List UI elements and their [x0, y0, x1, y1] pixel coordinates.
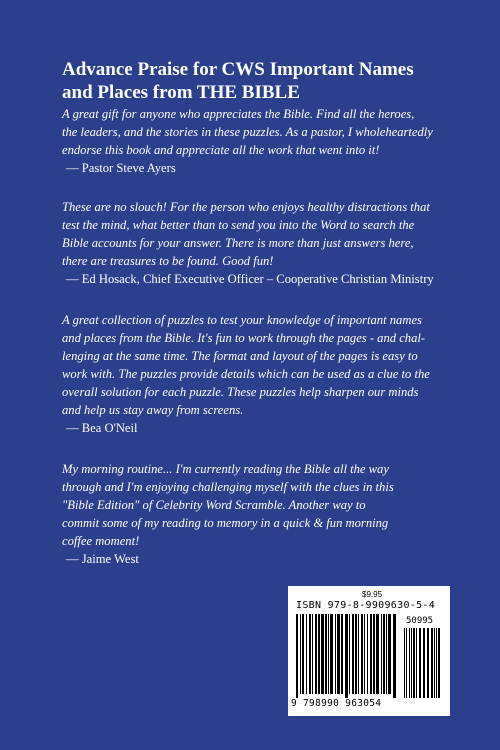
praise-heading-line1: Advance Praise for CWS Important Names	[62, 59, 414, 80]
ean-digits: 9 798990 963054	[291, 698, 382, 709]
testimonial-line: through and I'm enjoying challenging myself with the clues in this	[62, 480, 394, 494]
barcode-bar	[386, 614, 387, 694]
barcode-addon-bar	[436, 628, 437, 698]
barcode-bar	[306, 614, 307, 694]
barcode-graphic	[296, 614, 444, 698]
barcode-bar	[376, 614, 379, 694]
barcode-addon-bar	[423, 628, 425, 698]
barcode-bar	[318, 614, 320, 694]
barcode-addon-bar	[427, 628, 429, 698]
barcode-addon-bar	[409, 628, 410, 698]
isbn-barcode-block	[288, 586, 450, 716]
praise-heading-line2: and Places from THE BIBLE	[62, 82, 300, 103]
barcode-bar	[341, 614, 343, 694]
barcode-bar	[388, 614, 391, 694]
testimonial-line: A great collection of puzzles to test your knowledge of important names	[62, 313, 422, 327]
testimonial-line: A great gift for anyone who appreciates the Bible. Find all the heroes,	[62, 107, 415, 121]
barcode-bar	[296, 614, 298, 698]
testimonial-line: lenging at the same time. The format and layout of the pages is easy to	[62, 349, 418, 363]
barcode-bar	[393, 614, 396, 698]
testimonial-line: test the mind, what better than to send you into the Word to search the	[62, 218, 415, 232]
barcode-bar	[302, 614, 304, 694]
barcode-bar	[330, 614, 333, 694]
testimonial-line: overall solution for each puzzle. These puzzles help sharpen our minds	[62, 385, 419, 399]
barcode-addon-bar	[431, 628, 433, 698]
barcode-bar	[383, 614, 385, 694]
testimonial-text	[62, 311, 462, 419]
testimonial-line: and help us stay away from screens.	[62, 403, 244, 417]
testimonial-text	[62, 198, 462, 270]
barcode-bar	[315, 614, 317, 694]
testimonial-author: — Bea O'Neil	[66, 421, 138, 435]
barcode-bar	[361, 614, 363, 694]
praise-heading	[62, 58, 462, 104]
price-addon-code: 50995	[406, 616, 434, 626]
testimonial-text	[62, 105, 462, 159]
testimonial-author: — Ed Hosack, Chief Executive Officer – Cooperative Christian Ministry	[66, 272, 434, 286]
testimonial-line: commit some of my reading to memory in a quick & fun morning	[62, 516, 389, 530]
testimonial-line: endorse this book and appreciate all the work that went into it!	[62, 143, 380, 157]
testimonial-steve-ayers	[62, 105, 462, 177]
barcode-bar	[367, 614, 368, 694]
testimonial-ed-hosack	[62, 198, 462, 288]
barcode-bar	[373, 614, 375, 694]
testimonial-line: and places from the Bible. It's fun to work through the pages - and chal-	[62, 331, 426, 345]
barcode-bar	[381, 614, 382, 694]
testimonial-line: These are no slouch! For the person who enjoys healthy distractions that	[62, 200, 430, 214]
barcode-addon-bar	[416, 628, 417, 698]
testimonial-line: Bible accounts for your answer. There is more than just answers here,	[62, 236, 414, 250]
testimonial-text	[62, 460, 462, 550]
barcode-addon-bar	[413, 628, 415, 698]
barcode-addon-bar	[406, 628, 407, 698]
barcode-bar	[300, 614, 301, 694]
barcode-addon-bar	[434, 628, 435, 698]
barcode-bar	[325, 614, 327, 694]
barcode-addon-bar	[411, 628, 412, 698]
barcode-bar	[337, 614, 340, 694]
barcode-bar	[312, 614, 313, 694]
testimonial-line: work with. The puzzles provide details which can be used as a clue to the	[62, 367, 430, 381]
barcode-bar	[335, 614, 336, 694]
barcode-bar	[349, 614, 350, 694]
testimonial-author: — Pastor Steve Ayers	[66, 161, 176, 175]
testimonial-line: there are treasures to be found. Good fun!	[62, 254, 274, 268]
barcode-addon-bar	[438, 628, 440, 698]
barcode-bar	[321, 614, 324, 694]
testimonial-line: My morning routine... I'm currently reading the Bible all the way	[62, 462, 389, 476]
testimonial-jaime-west	[62, 460, 462, 568]
barcode-bar	[309, 614, 311, 694]
testimonial-line: coffee moment!	[62, 534, 140, 548]
barcode-bar	[328, 614, 329, 694]
barcode-addon-bar	[419, 628, 421, 698]
price-label: $9.95	[362, 590, 383, 599]
barcode-addon-bar	[404, 628, 405, 698]
barcode-bar	[345, 614, 348, 698]
testimonial-author: — Jaime West	[66, 552, 139, 566]
barcode-bar	[364, 614, 365, 694]
testimonial-line: the leaders, and the stories in these puzzles. As a pastor, I wholeheartedly	[62, 125, 433, 139]
barcode-bar	[358, 614, 359, 694]
isbn-number: ISBN 979-8-9909630-5-4	[296, 600, 436, 611]
testimonial-bea-oneil	[62, 311, 462, 437]
barcode-bar	[352, 614, 354, 694]
testimonial-line: "Bible Edition" of Celebrity Word Scramble. Another way to	[62, 498, 366, 512]
barcode-bar	[355, 614, 357, 694]
barcode-bar	[370, 614, 372, 694]
